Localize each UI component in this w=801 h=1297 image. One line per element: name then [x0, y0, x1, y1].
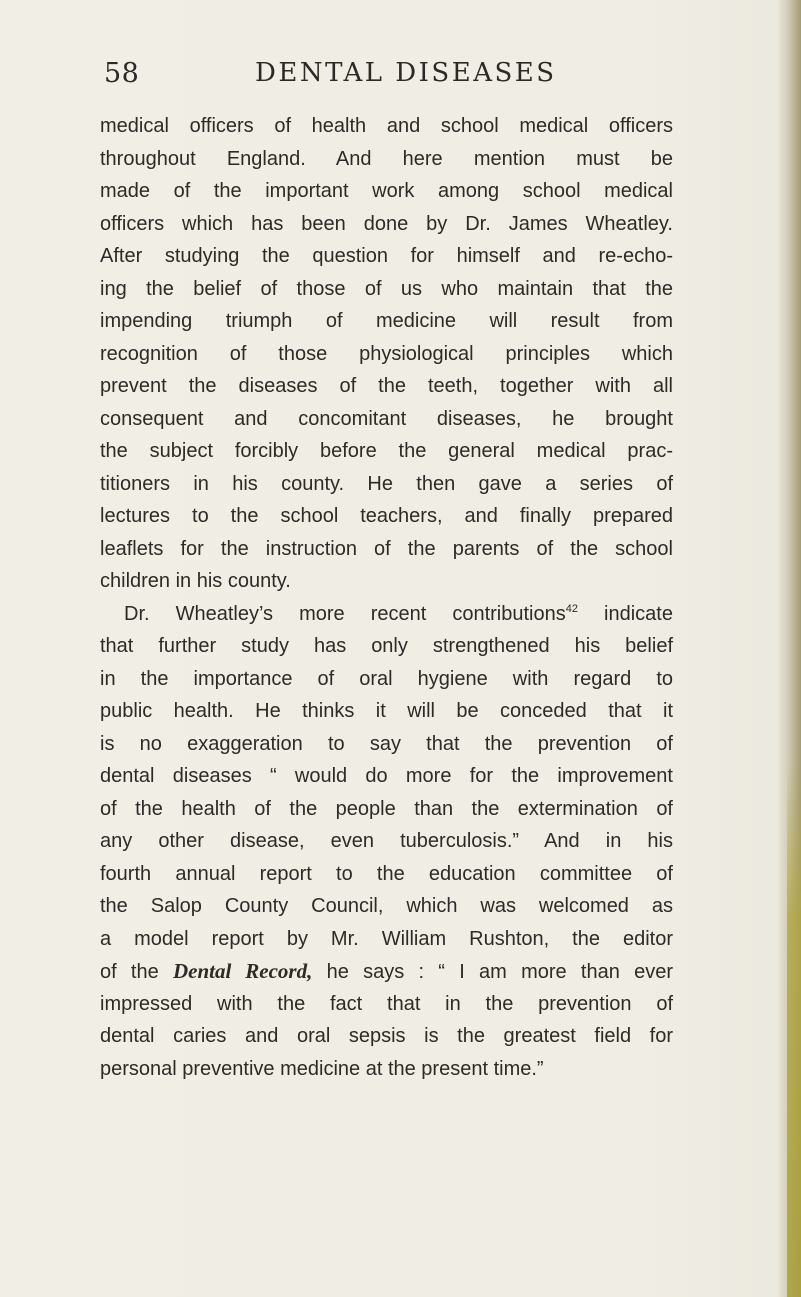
text-fragment: he says : “ I am more than ever [312, 961, 673, 983]
text-fragment: indicate [578, 602, 673, 625]
publication-title: Dental Record, [173, 959, 313, 983]
text-line: fourth annual report to the education committee of [100, 862, 673, 885]
text-line [100, 955, 673, 988]
text-line: that further study has only strengthened his belief [100, 635, 673, 657]
page-header [0, 58, 801, 98]
text-line: impending triumph of medicine will result from [100, 310, 673, 332]
text-line: in the importance of oral hygiene with regard to [100, 667, 673, 690]
footnote-reference[interactable]: 42 [565, 602, 578, 615]
text-line: public health. He thinks it will be conceded that it [100, 700, 673, 722]
text-line: any other disease, even tuberculosis.” And in his [100, 830, 673, 852]
text-line: the Salop County Council, which was welcomed as [100, 895, 673, 917]
text-line [100, 598, 673, 631]
text-line: dental caries and oral sepsis is the greatest field for [100, 1025, 673, 1047]
text-line: medical officers of health and school medical officers [100, 115, 673, 137]
page-edge-stain [787, 760, 801, 1297]
text-line: titioners in his county. He then gave a series of [100, 472, 673, 495]
text-line: made of the important work among school medical [100, 180, 673, 202]
text-line: prevent the diseases of the teeth, together with all [100, 375, 673, 397]
page-number: 58 [104, 58, 140, 89]
text-line: After studying the question for himself and re-echo- [100, 245, 673, 267]
text-line: leaflets for the instruction of the parents of the school [100, 537, 673, 560]
text-fragment: Dr. Wheatley’s more recent contributions [124, 602, 566, 625]
text-line: ing the belief of those of us who maintain that the [100, 277, 673, 300]
text-line: lectures to the school teachers, and finally prepared [100, 505, 673, 527]
text-line: the subject forcibly before the general medical prac- [100, 440, 673, 462]
text-line: throughout England. And here mention must be [100, 147, 673, 170]
text-fragment: of the [100, 961, 173, 983]
body-text [100, 110, 673, 1085]
text-line: dental diseases “ would do more for the improvement [100, 765, 673, 787]
text-line: impressed with the fact that in the prevention of [100, 992, 673, 1015]
text-line: of the health of the people than the extermination of [100, 797, 673, 820]
running-head: DENTAL DISEASES [255, 58, 557, 88]
text-line: children in his county. [100, 570, 291, 592]
text-line: recognition of those physiological principles which [100, 342, 673, 365]
text-line: personal preventive medicine at the present time.” [100, 1057, 544, 1080]
text-line: is no exaggeration to say that the prevention of [100, 732, 673, 755]
text-line: officers which has been done by Dr. James Wheatley. [100, 212, 673, 235]
text-line: consequent and concomitant diseases, he brought [100, 407, 673, 430]
text-line: a model report by Mr. William Rushton, the editor [100, 927, 673, 950]
